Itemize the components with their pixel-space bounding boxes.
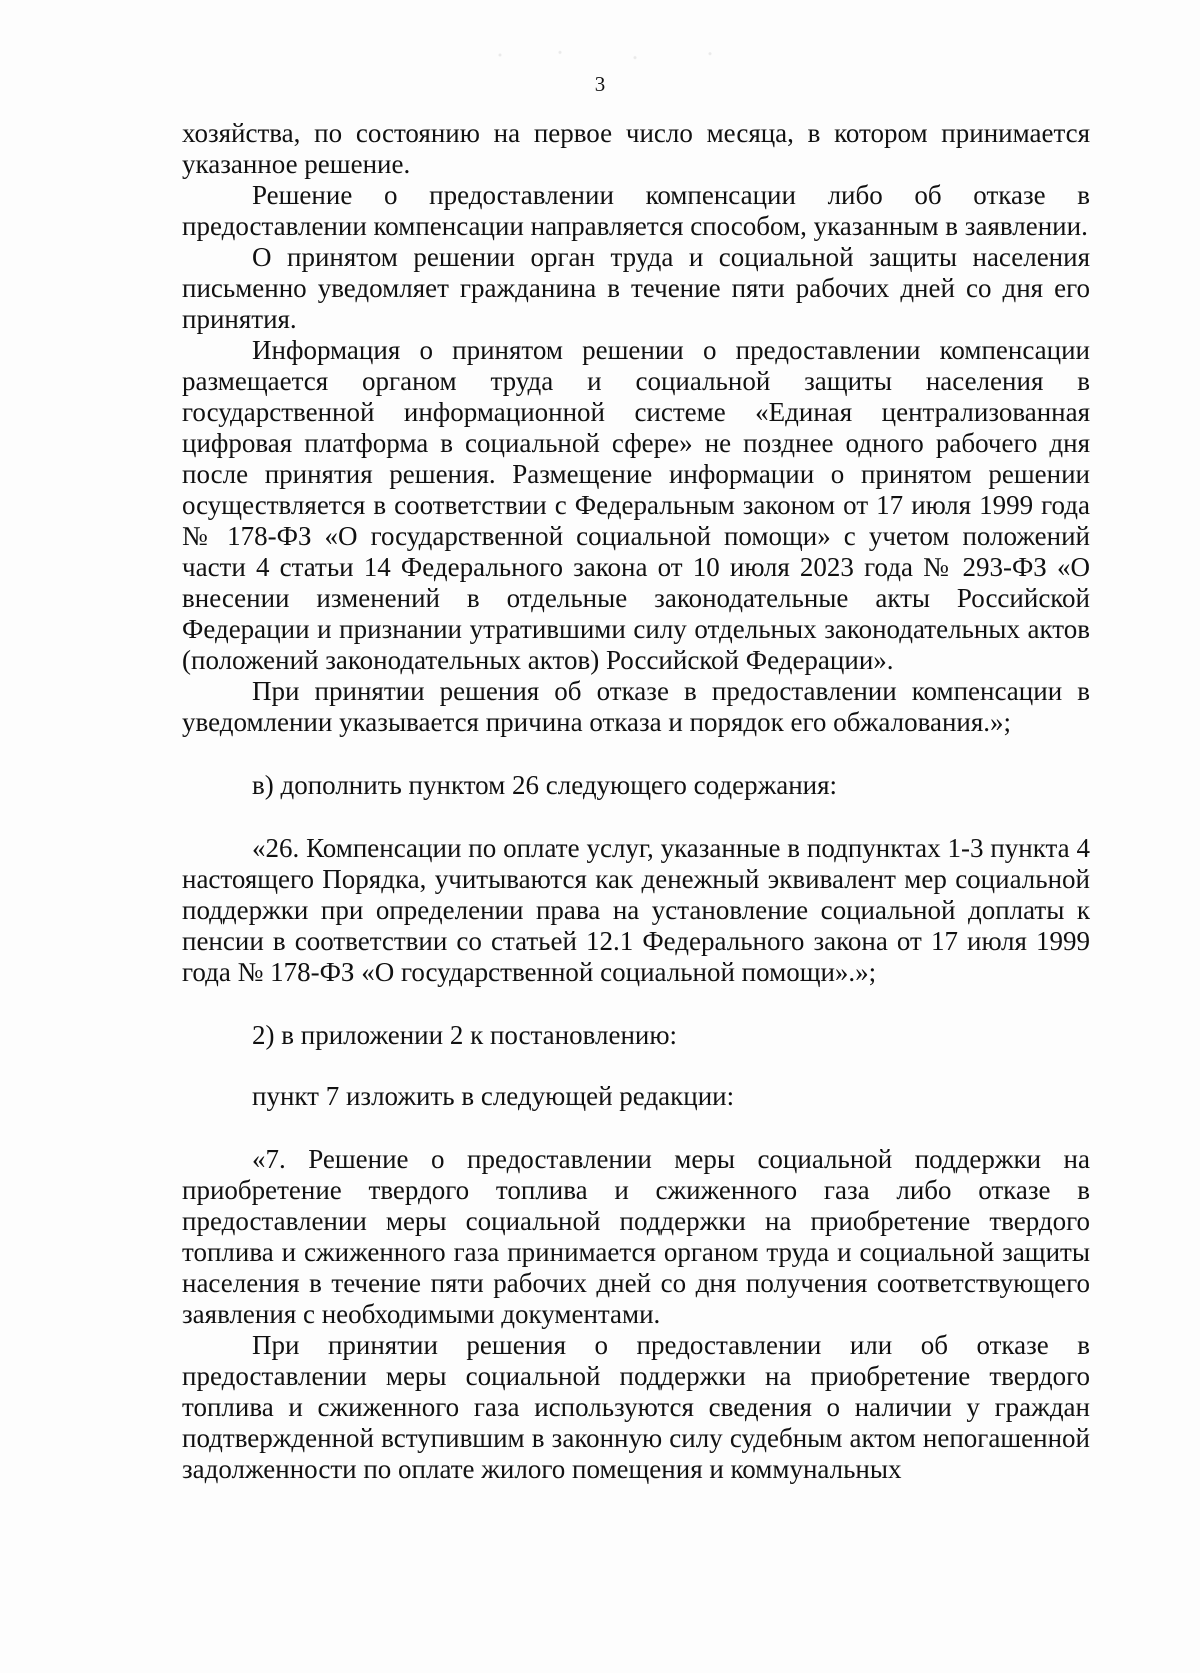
paragraph-9: пункт 7 изложить в следующей редакции: xyxy=(252,1081,735,1111)
paragraph-8: 2) в приложении 2 к постановлению: xyxy=(252,1020,678,1050)
paragraph-2: Решение о предоставлении компенсации либо об отказе в предоставлении компенсации направляется способом, указанным в заявлении. xyxy=(182,180,1090,241)
paragraph-1: хозяйства, по состоянию на первое число месяца, в котором принимается указанное решение. xyxy=(182,118,1090,179)
page-number: 3 xyxy=(594,72,606,96)
paragraph-10: «7. Решение о предоставлении меры социальной поддержки на приобретение твердого топлива и сжиженного газа либо отказе в предоставлении меры социальной поддержки на приобретение твердого топлива и сжиженного газа принимается органом труда и социальной защиты населения в течение пяти рабочих дней со дня получения соответствующего заявления с необходимыми документами. xyxy=(182,1144,1090,1329)
document-body xyxy=(182,118,1090,1485)
paragraph-7: «26. Компенсации по оплате услуг, указанные в подпунктах 1-3 пункта 4 настоящего Порядка, учитываются как денежный эквивалент мер социальной поддержки при определении права на установление социальной доплаты к пенсии в соответствии со статьей 12.1 Федерального закона от 17 июля 1999 года № 178-ФЗ «О государственной социальной помощи».»; xyxy=(182,833,1090,987)
paragraph-6: в) дополнить пунктом 26 следующего содержания: xyxy=(252,770,838,800)
scan-artifact xyxy=(470,42,770,68)
paragraph-4: Информация о принятом решении о предоставлении компенсации размещается органом труда и социальной защиты населения в государственной информационной системе «Единая централизованная цифровая платформа в социальной сфере» не позднее одного рабочего дня после принятия решения. Размещение информации о принятом решении осуществляется в соответствии с Федеральным законом от 17 июля 1999 года № 178-ФЗ «О государственной социальной помощи» с учетом положений части 4 статьи 14 Федерального закона от 10 июля 2023 года № 293-ФЗ «О внесении изменений в отдельные законодательные акты Российской Федерации и признании утратившими силу отдельных законодательных актов (положений законодательных актов) Российской Федерации». xyxy=(182,335,1090,675)
paragraph-11: При принятии решения о предоставлении или об отказе в предоставлении меры социальной поддержки на приобретение твердого топлива и сжиженного газа используются сведения о наличии у граждан подтвержденной вступившим в законную силу судебным актом непогашенной задолженности по оплате жилого помещения и коммунальных xyxy=(182,1330,1090,1484)
paragraph-5: При принятии решения об отказе в предоставлении компенсации в уведомлении указывается причина отказа и порядок его обжалования.»; xyxy=(182,676,1090,737)
paragraph-3: О принятом решении орган труда и социальной защиты населения письменно уведомляет гражданина в течение пяти рабочих дней со дня его принятия. xyxy=(182,242,1090,334)
